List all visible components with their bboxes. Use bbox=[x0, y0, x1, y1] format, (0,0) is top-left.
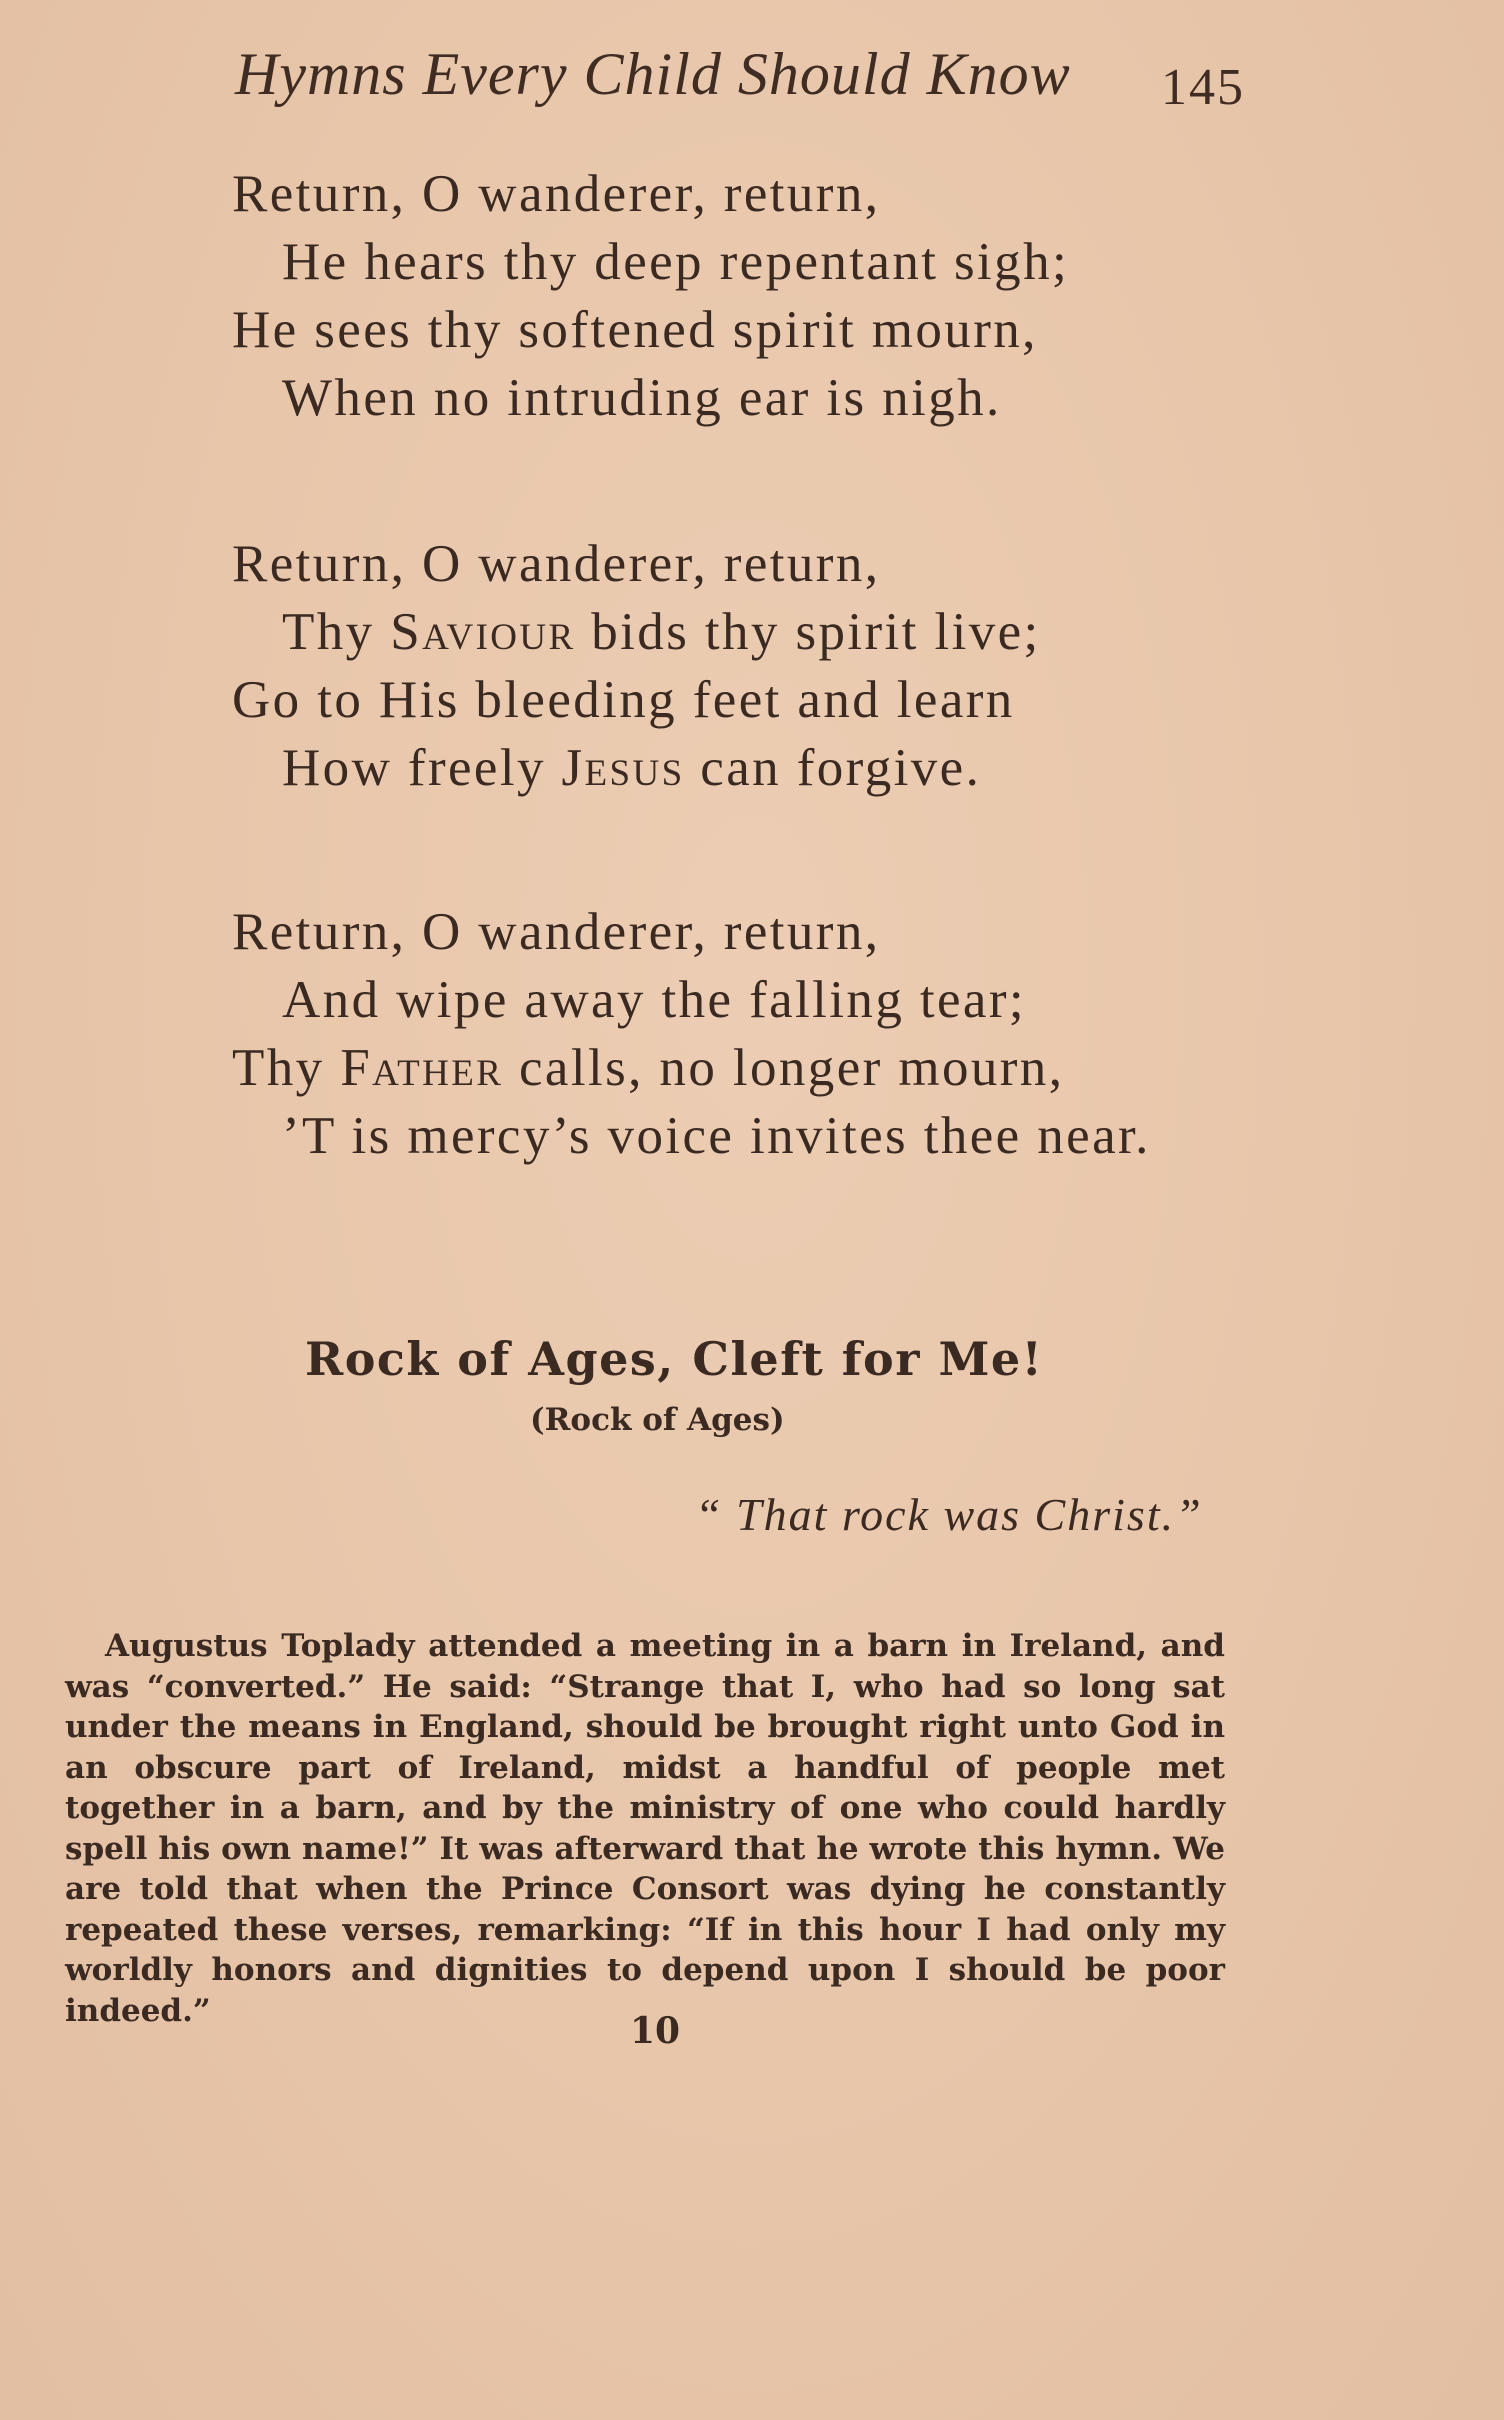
verse-line: He sees thy softened spirit mourn, bbox=[232, 301, 1038, 359]
verse-line: Go to His bleeding feet and learn bbox=[232, 671, 1015, 729]
verse-text: Thy bbox=[282, 603, 391, 661]
signature-mark: 10 bbox=[630, 2010, 681, 2052]
verse-line: Return, O wanderer, return, bbox=[232, 165, 881, 223]
running-title: Hymns Every Child Should Know bbox=[235, 41, 1071, 107]
verse-line: ’T is mercy’s voice invites thee near. bbox=[282, 1107, 1151, 1165]
small-caps-word: Father bbox=[340, 1039, 504, 1097]
stanza-1 bbox=[232, 160, 1232, 432]
verse-line: Return, O wanderer, return, bbox=[232, 535, 881, 593]
page-number: 145 bbox=[1161, 59, 1245, 116]
verse-line bbox=[232, 598, 1232, 666]
historical-note: Augustus Toplady attended a meeting in a barn in Ireland, and was “converted.” He said: “Strange that I, who had so long sat under the means in England, should be brought right unto God in an obscure part of Ireland, midst a handful of people met together in a barn, and by the ministry of one who could hardly spell his own name!” It was afterward that he wrote this hymn. We are told that when the Prince Consort was dying he constantly repeated these verses, remarking: “If in this hour I had only my worldly honors and dignities to depend upon I should be poor indeed.” bbox=[65, 1628, 1225, 2029]
verse-text: can forgive. bbox=[684, 739, 982, 797]
verse-line: When no intruding ear is nigh. bbox=[282, 369, 1002, 427]
hymn-title: Rock of Ages, Cleft for Me! bbox=[305, 1332, 1044, 1386]
verse-text: calls, no longer mourn, bbox=[503, 1039, 1065, 1097]
verse-text: Thy bbox=[232, 1039, 341, 1097]
small-caps-word: Saviour bbox=[390, 603, 576, 661]
stanza-3 bbox=[232, 898, 1232, 1170]
epigraph: “ That rock was Christ.” bbox=[695, 1489, 1203, 1540]
verse-line bbox=[232, 1034, 1232, 1102]
hymn-subtitle: (Rock of Ages) bbox=[530, 1402, 785, 1438]
verse-line: He hears thy deep repentant sigh; bbox=[282, 233, 1070, 291]
page-header bbox=[235, 40, 1255, 130]
verse-line bbox=[232, 734, 1232, 802]
verse-text: bids thy spirit live; bbox=[575, 603, 1041, 661]
stanza-2 bbox=[232, 530, 1232, 802]
verse-line: And wipe away the falling tear; bbox=[282, 971, 1027, 1029]
small-caps-word: Jesus bbox=[561, 739, 685, 797]
verse-text: How freely bbox=[282, 739, 562, 797]
verse-line: Return, O wanderer, return, bbox=[232, 903, 881, 961]
